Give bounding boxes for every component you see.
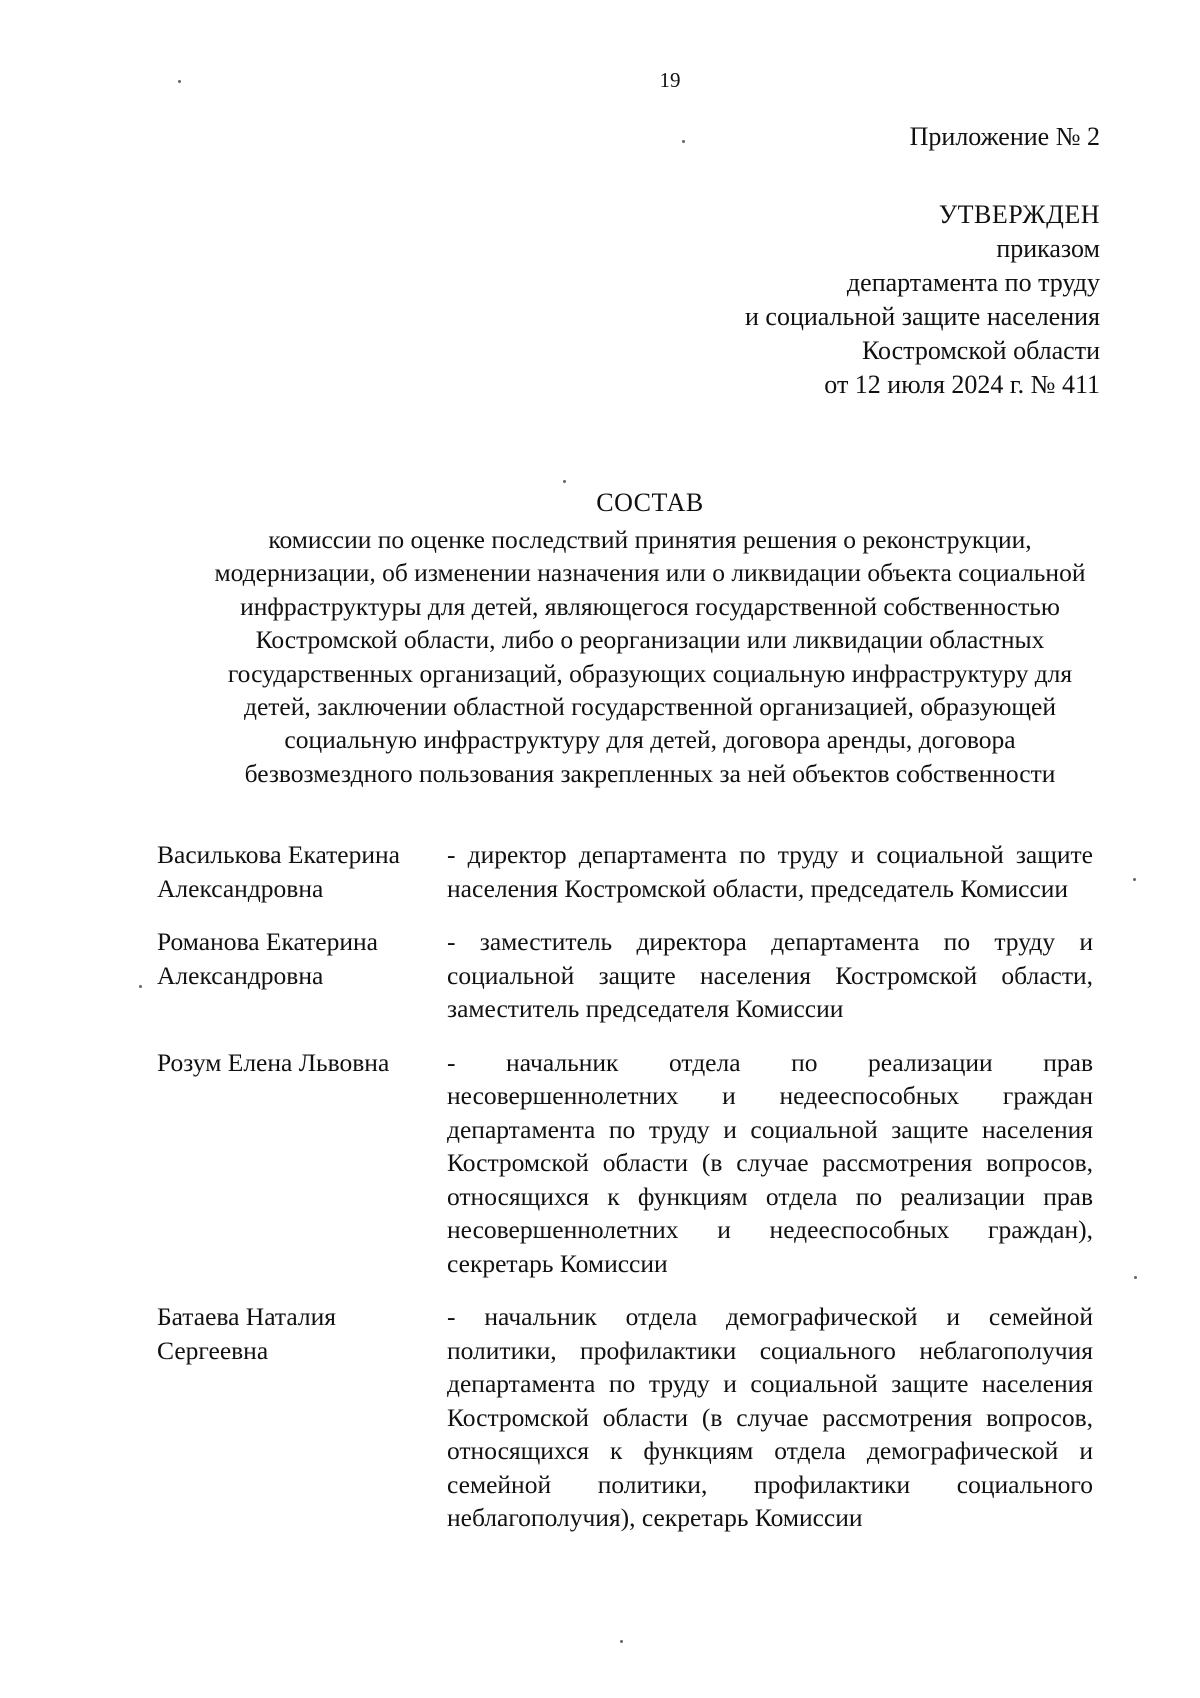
page-number: 19 bbox=[659, 68, 681, 92]
subtitle-line: модернизации, об изменении назначения или о ликвидации объекта социальной bbox=[214, 558, 1086, 588]
member-name: Батаева Наталия Сергеевна bbox=[157, 1302, 336, 1365]
approval-order-date: от 12 июля 2024 г. № 411 bbox=[824, 370, 1100, 399]
scan-speck bbox=[682, 140, 685, 143]
member-row bbox=[157, 1046, 1093, 1281]
approved-heading: УТВЕРЖДЕН bbox=[938, 200, 1100, 229]
approval-line: приказом bbox=[996, 234, 1100, 263]
annex-label: Приложение № 2 bbox=[909, 122, 1100, 151]
member-name: Розум Елена Львовна bbox=[157, 1047, 390, 1077]
subtitle-line: социальную инфраструктуру для детей, договора аренды, договора bbox=[284, 725, 1016, 755]
subtitle-line: безвозмездного пользования закрепленных за ней объектов собственности bbox=[244, 758, 1056, 788]
member-row bbox=[157, 1300, 1093, 1535]
scan-speck bbox=[139, 985, 142, 988]
subtitle-line: детей, заключении областной государственной организацией, образующей bbox=[243, 692, 1056, 722]
member-name: Василькова Екатерина Александровна bbox=[157, 840, 400, 903]
member-row bbox=[157, 838, 1093, 905]
subtitle-line: инфраструктуры для детей, являющегося государственной собственностью bbox=[240, 591, 1060, 621]
member-role: - заместитель директора департамента по труду и социальной защите населения Костромской области, заместитель председателя Комиссии bbox=[447, 927, 1093, 1023]
member-role: - начальник отдела демографической и семейной политики, профилактики социального неблагополучия департамента по труду и социальной защите населения Костромской области (в случае рассмотрения вопросов, относящихся к функциям отдела демографической и семейной политики, профилактики социального неблагополучия), секретарь Комиссии bbox=[447, 1302, 1093, 1532]
document-subtitle bbox=[150, 523, 1150, 790]
approval-block bbox=[745, 120, 1100, 402]
document-title: СОСТАВ bbox=[596, 488, 704, 517]
approval-line: департамента по труду bbox=[846, 268, 1100, 297]
approval-line: и социальной защите населения bbox=[744, 302, 1100, 331]
commission-members-list bbox=[157, 838, 1093, 1555]
subtitle-line: государственных организаций, образующих социальную инфраструктуру для bbox=[227, 658, 1073, 688]
member-role: - директор департамента по труду и социальной защите населения Костромской области, председатель Комиссии bbox=[447, 840, 1093, 903]
scan-speck bbox=[1133, 878, 1136, 881]
scan-speck bbox=[563, 480, 566, 483]
approval-line: Костромской области bbox=[861, 336, 1100, 365]
subtitle-line: комиссии по оценке последствий принятия решения о реконструкции, bbox=[268, 525, 1032, 554]
member-role: - начальник отдела по реализации прав несовершеннолетних и недееспособных граждан департамента по труду и социальной защите населения Костромской области (в случае рассмотрения вопросов, относящихся к функциям отдела по реализации прав несовершеннолетних и недееспособных граждан), секретарь Комиссии bbox=[447, 1047, 1093, 1278]
member-name: Романова Екатерина Александровна bbox=[157, 927, 378, 990]
scan-speck bbox=[178, 80, 181, 83]
member-row bbox=[157, 925, 1093, 1026]
scan-speck bbox=[620, 1640, 623, 1643]
subtitle-line: Костромской области, либо о реорганизации или ликвидации областных bbox=[255, 625, 1045, 655]
scan-speck bbox=[1134, 1276, 1137, 1279]
